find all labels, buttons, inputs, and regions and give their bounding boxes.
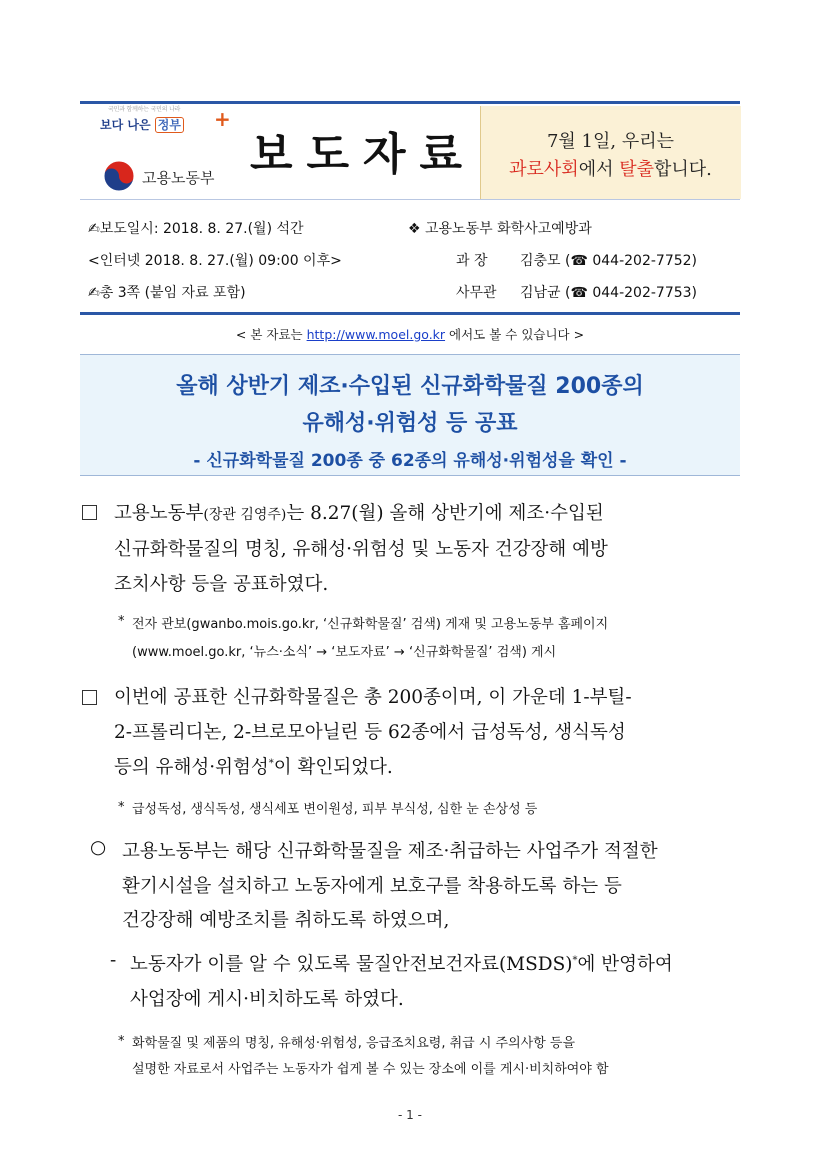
p1-line1 bbox=[114, 499, 604, 525]
p4-line2: 사업장에 게시·비치하도록 하였다. bbox=[130, 989, 404, 1010]
p2-line1: 이번에 공표한 신규화학물질은 총 200종이며, 이 가운데 1-부틸- bbox=[114, 687, 632, 708]
ministry-name: 고용노동부 bbox=[142, 169, 215, 187]
note1-star: * bbox=[118, 614, 125, 629]
p4-msds: 노동자가 이를 알 수 있도록 물질안전보건자료(MSDS) bbox=[130, 954, 573, 975]
headline-line1: 올해 상반기 제조·수입된 신규화학물질 200종의 bbox=[176, 374, 644, 399]
p2-line2: 2-프롤리디논, 2-브로모아닐린 등 62종에서 급성독성, 생식독성 bbox=[114, 722, 626, 743]
header-divider bbox=[80, 199, 740, 200]
headline-subtitle: - 신규화학물질 200종 중 62종의 유해성·위험성을 확인 - bbox=[193, 451, 627, 471]
p2-hazard: 등의 유해성·위험성 bbox=[114, 757, 269, 778]
p2-star: * bbox=[268, 757, 274, 769]
note1-line1: 전자 관보(gwanbo.mois.go.kr, ‘신규화학물질’ 검색) 게재 및 고용노동부 홈페이지 bbox=[132, 617, 609, 632]
notice-after: 에서도 볼 수 있습니다 > bbox=[445, 327, 585, 342]
moel-link[interactable]: http://www.moel.go.kr bbox=[306, 327, 446, 342]
logo-slogan-a: 보다 나은 bbox=[100, 118, 155, 132]
p2-confirmed: 이 확인되었다. bbox=[273, 757, 393, 778]
government-logo bbox=[100, 116, 220, 133]
p1-line2: 신규화학물질의 명칭, 유해성·위험성 및 노동자 건강장해 예방 bbox=[114, 539, 608, 560]
p1-subject: 고용노동부 bbox=[114, 503, 204, 524]
contact1: 김충모 (☎ 044-202-7752) bbox=[520, 253, 698, 269]
p4-star: * bbox=[572, 954, 578, 966]
callout-end: 합니다. bbox=[653, 159, 712, 180]
release-date: ✍보도일시: 2018. 8. 27.(월) 석간 bbox=[88, 221, 304, 237]
p3-line3: 건강장해 예방조치를 취하도록 하였으며, bbox=[122, 910, 450, 931]
p4-line1 bbox=[130, 950, 673, 976]
note2-star: * bbox=[118, 800, 125, 815]
p2-line3 bbox=[114, 753, 393, 779]
page-count: ✍총 3쪽 (붙임 자료 포함) bbox=[88, 285, 246, 301]
checkbox-square-icon bbox=[82, 690, 97, 705]
p3-line2: 환기시설을 설치하고 노동자에게 보호구를 착용하도록 하는 등 bbox=[122, 876, 622, 897]
logo-tagline: 국민과 함께하는 국민의 나라 bbox=[108, 106, 181, 113]
website-notice bbox=[80, 325, 740, 343]
headline-line2: 유해성·위험성 등 공표 bbox=[302, 411, 518, 436]
note3-line1: 화학물질 및 제품의 명칭, 유해성·위험성, 응급조치요령, 취급 시 주의사항 등을 bbox=[132, 1036, 576, 1051]
callout-mid: 에서 bbox=[578, 159, 620, 180]
callout-line2 bbox=[480, 155, 741, 181]
callout-line1: 7월 1일, 우리는 bbox=[546, 131, 674, 152]
page-title: 보도자료 bbox=[250, 129, 477, 180]
callout-red1: 과로사회 bbox=[509, 159, 579, 180]
info-bottom-rule bbox=[80, 312, 740, 315]
p1-minister: (장관 김영주) bbox=[203, 507, 287, 523]
notice-before: < 본 자료는 bbox=[235, 327, 307, 342]
internet-release: <인터넷 2018. 8. 27.(월) 09:00 이후> bbox=[88, 253, 342, 269]
p1-rest: 는 8.27(월) 올해 상반기에 제조·수입된 bbox=[286, 503, 604, 524]
note3-star: * bbox=[118, 1034, 125, 1049]
contact2: 김남균 (☎ 044-202-7753) bbox=[520, 285, 698, 301]
checkbox-square-icon bbox=[82, 505, 97, 520]
plus-icon: + bbox=[214, 107, 231, 131]
contact2-role: 사무관 bbox=[456, 285, 497, 301]
p1-line3: 조치사항 등을 공표하였다. bbox=[114, 574, 329, 595]
p3-line1: 고용노동부는 해당 신규화학물질을 제조·취급하는 사업주가 적절한 bbox=[122, 841, 658, 862]
department: ❖ 고용노동부 화학사고예방과 bbox=[408, 221, 592, 237]
callout-red2: 탈출 bbox=[619, 159, 654, 180]
page-number: - 1 - bbox=[398, 1108, 422, 1122]
note3-line2: 설명한 자료로서 사업주는 노동자가 쉽게 볼 수 있는 장소에 이를 게시·비치하여야 함 bbox=[132, 1062, 609, 1077]
note2-text: 급성독성, 생식독성, 생식세포 변이원성, 피부 부식성, 심한 눈 손상성 등 bbox=[132, 802, 538, 817]
contact1-role: 과 장 bbox=[456, 253, 488, 269]
taegeuk-emblem-icon bbox=[103, 160, 135, 192]
logo-slogan-b: 정부 bbox=[155, 117, 184, 133]
circle-bullet: ○ bbox=[90, 837, 107, 858]
dash-bullet: - bbox=[110, 950, 117, 971]
note1-line2: (www.moel.go.kr, ‘뉴스·소식’ → ‘보도자료’ → ‘신규화학물질’ 검색) 게시 bbox=[132, 645, 557, 660]
p4-reflect: 에 반영하여 bbox=[577, 954, 673, 975]
